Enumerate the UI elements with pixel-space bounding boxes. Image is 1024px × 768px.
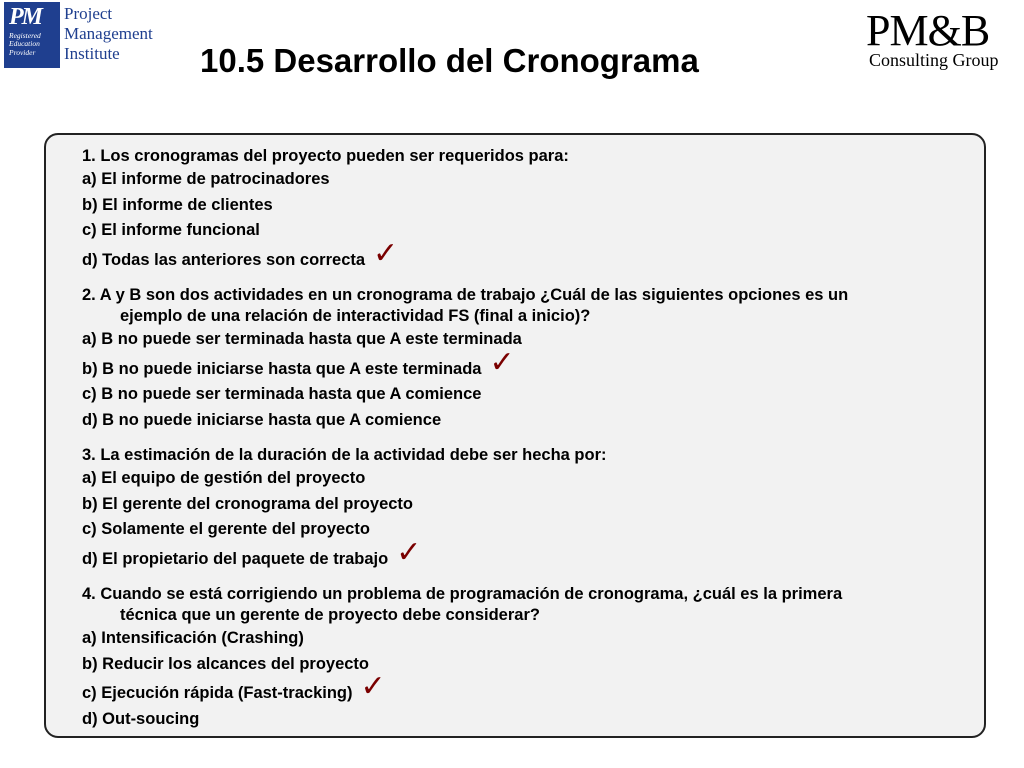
answer-option bbox=[82, 492, 972, 518]
pmb-logo-main: PM&B bbox=[866, 6, 990, 55]
answer-option-text: b) El informe de clientes bbox=[82, 195, 273, 214]
question-4 bbox=[82, 584, 972, 732]
answer-option-text: d) Out-soucing bbox=[82, 709, 200, 728]
question-text-line: ejemplo de una relación de interactividad FS (final a inicio)? bbox=[120, 307, 591, 325]
answer-option bbox=[82, 235, 972, 274]
question-text bbox=[82, 584, 972, 626]
answer-option-text: c) Ejecución rápida (Fast-tracking) bbox=[82, 684, 353, 702]
answer-option bbox=[82, 517, 972, 543]
answer-option-text: d) El propietario del paquete de trabajo bbox=[82, 549, 389, 568]
answer-option bbox=[82, 669, 972, 707]
checkmark-icon: ✓ bbox=[396, 534, 422, 570]
answer-option bbox=[82, 626, 972, 652]
question-text bbox=[82, 146, 972, 167]
checkmark-icon: ✓ bbox=[489, 344, 515, 380]
answer-option-text: d) B no puede iniciarse hasta que A comience bbox=[82, 410, 442, 429]
answer-option-text: d) Todas las anteriores son correcta bbox=[82, 250, 366, 269]
page-title: 10.5 Desarrollo del Cronograma bbox=[200, 42, 699, 79]
answer-option-text: c) B no puede ser terminada hasta que A comience bbox=[82, 385, 482, 403]
pmi-logo-badge bbox=[4, 2, 60, 68]
question-text-line: 4. Cuando se está corrigiendo un problema de programación de cronograma, ¿cuál es la primera bbox=[82, 585, 843, 603]
answer-option bbox=[82, 534, 972, 573]
answer-option bbox=[82, 218, 972, 244]
pmi-logo bbox=[4, 2, 154, 68]
questions-list bbox=[82, 146, 972, 744]
answer-option-text: c) El informe funcional bbox=[82, 221, 260, 239]
question-text-line: técnica que un gerente de proyecto debe considerar? bbox=[120, 606, 540, 624]
answer-option bbox=[82, 466, 972, 492]
answer-option bbox=[82, 707, 972, 733]
answer-option bbox=[82, 327, 972, 353]
checkmark-icon: ✓ bbox=[373, 235, 399, 271]
answer-option-text: a) Intensificación (Crashing) bbox=[82, 629, 304, 647]
pmi-logo-words: Project Management Institute bbox=[64, 4, 153, 63]
answer-option bbox=[82, 408, 972, 434]
answer-option-text: a) El equipo de gestión del proyecto bbox=[82, 469, 366, 487]
question-text-line: 1. Los cronogramas del proyecto pueden ser requeridos para: bbox=[82, 147, 569, 165]
pmi-logo-badge-text: Registered Education Provider bbox=[9, 31, 41, 57]
answer-option-text: c) Solamente el gerente del proyecto bbox=[82, 520, 370, 538]
answer-option-text: b) Reducir los alcances del proyecto bbox=[82, 654, 370, 673]
question-text-line: 2. A y B son dos actividades en un cronograma de trabajo ¿Cuál de las siguientes opciones es un bbox=[82, 286, 849, 304]
question-2 bbox=[82, 285, 972, 433]
answer-option bbox=[82, 167, 972, 193]
pmb-logo-sub: Consulting Group bbox=[869, 50, 999, 70]
pmb-logo bbox=[866, 6, 1016, 72]
question-3 bbox=[82, 445, 972, 572]
question-text bbox=[82, 285, 972, 327]
question-1 bbox=[82, 146, 972, 273]
answer-option-text: a) El informe de patrocinadores bbox=[82, 170, 330, 188]
answer-option bbox=[82, 344, 972, 383]
pmi-logo-mark: PM bbox=[9, 4, 41, 30]
question-text-line: 3. La estimación de la duración de la actividad debe ser hecha por: bbox=[82, 446, 607, 464]
answer-option-text: b) El gerente del cronograma del proyecto bbox=[82, 494, 413, 513]
answer-option bbox=[82, 193, 972, 219]
answer-option-text: a) B no puede ser terminada hasta que A este terminada bbox=[82, 330, 522, 348]
answer-option-text: b) B no puede iniciarse hasta que A este terminada bbox=[82, 359, 482, 378]
answer-option bbox=[82, 382, 972, 408]
question-text bbox=[82, 445, 972, 466]
answer-option bbox=[82, 652, 972, 678]
checkmark-icon: ✓ bbox=[360, 669, 386, 704]
